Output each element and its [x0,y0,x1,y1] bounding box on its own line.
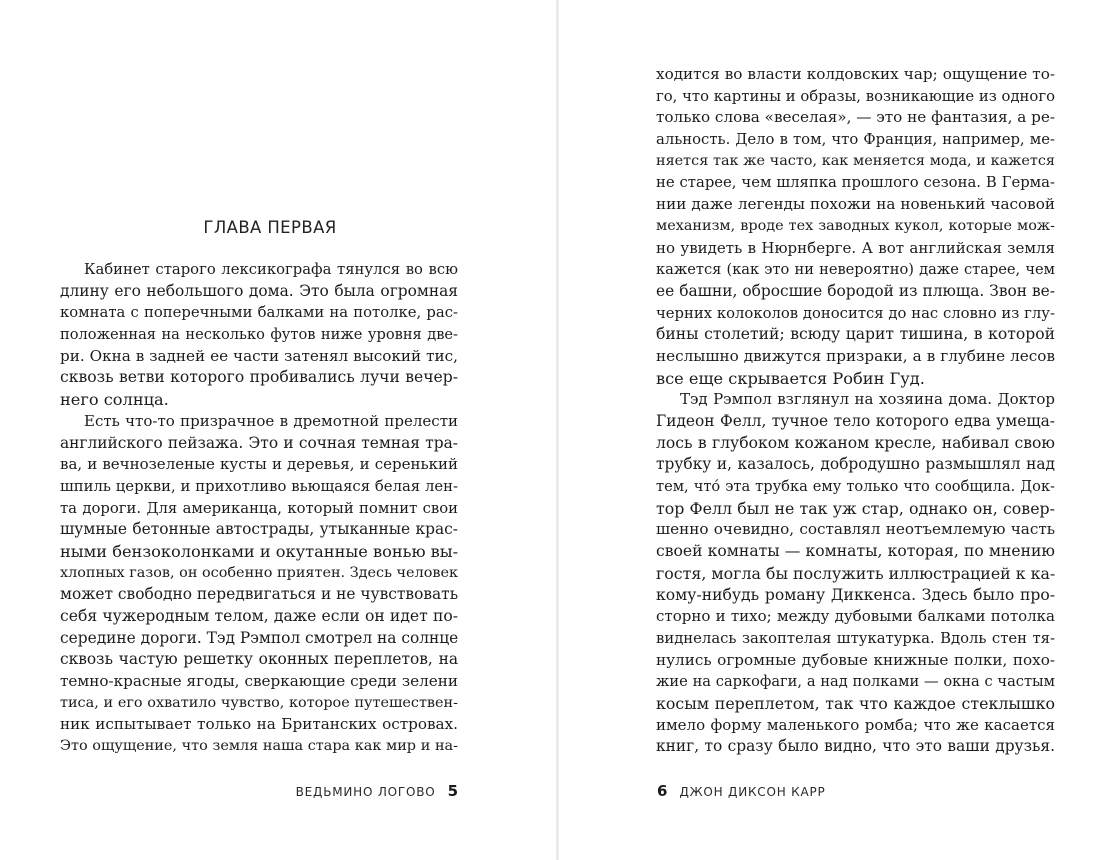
text-line: жие на саркофаги, а над полками — окна с частым [656,673,1055,691]
text-line: гостя, могла бы послужить иллюстрацией к ка- [656,563,1055,583]
right-page [559,0,1120,860]
text-line: нии даже легенды похожи на новенький часовой [656,195,1055,214]
text-line: длину его небольшого дома. Это была огромная [60,281,458,300]
right-running-footer [657,782,826,800]
chapter-title: ГЛАВА ПЕРВАЯ [203,218,337,237]
text-line: сквозь ветви которого пробивались лучи вечер- [60,368,458,387]
right-page-text [656,64,1055,758]
text-line: няется так же часто, как меняется мода, и кажется [656,152,1055,169]
text-line: кажется (как это ни невероятно) даже старее, чем [656,261,1055,279]
text-line: тем, что́ эта трубка ему только что сообщила. Док- [656,478,1055,496]
text-line: бины столетий; всюду царит тишина, в которой [656,325,1055,344]
text-line: не старее, чем шляпка прошлого сезона. В Герма- [656,174,1055,192]
text-line: тиса, и его охватило чувство, которое путешествен- [60,694,458,711]
text-line: книг, то сразу было видно, что это ваши друзья. [656,737,1055,756]
text-line: шумные бетонные автострады, утыканные крас- [60,520,458,539]
page-number: 6 [657,782,668,800]
text-line: себя чужеродным телом, даже если он идет по- [60,607,458,625]
left-running-footer [296,782,458,800]
text-line: нулись огромные дубовые книжные полки, похо- [656,650,1055,669]
author-name: ДЖОН ДИКСОН КАРР [679,785,826,799]
left-page-text [60,259,458,758]
text-line: Гидеон Фелл, тучное тело которого едва умеща- [656,412,1055,430]
text-line: Это ощущение, что земля наша стара как мир и на- [60,738,458,755]
text-line: Есть что-то призрачное в дремотной прелести [84,411,458,430]
text-line: может свободно передвигаться и не чувствовать [60,585,458,604]
text-line: трубку и, казалось, добродушно размышлял над [656,455,1055,474]
text-line: него солнца. [60,390,169,410]
text-line: Тэд Рэмпол взглянул на хозяина дома. Доктор [680,390,1055,409]
text-line: имело форму маленького ромба; что же касается [656,715,1055,734]
text-line: ходится во власти колдовских чар; ощущение то- [656,65,1055,83]
text-line: механизм, вроде тех заводных кукол, которые мож- [656,217,1055,234]
text-line: тор Фелл был не так уж стар, однако он, совер- [656,498,1055,518]
text-line: сквозь частую решетку оконных переплетов, на [60,650,458,669]
text-line: неслышно движутся призраки, а в глубине лесов [656,346,1055,365]
text-line: ее башни, обросшие бородой из плюща. Звон ве- [656,281,1055,300]
text-line: черних колоколов доносится до нас словно из глу- [656,304,1055,322]
text-line: Кабинет старого лексикографа тянулся во всю [84,261,458,278]
text-line: хлопных газов, он особенно приятен. Здесь человек [60,564,458,581]
text-line: виднелась закоптелая штукатурка. Вдоль стен тя- [656,629,1055,647]
text-line: английского пейзажа. Это и сочная темная тра- [60,433,458,452]
text-line: темно-красные ягоды, сверкающие среди зелени [60,672,458,691]
text-line: ными бензоколонками и окутанные вонью вы- [60,541,458,561]
text-line: альность. Дело в том, что Франция, например, ме- [656,131,1055,149]
text-line: только слова «веселая», — это не фантазия, а ре- [656,108,1055,127]
book-title: ВЕДЬМИНО ЛОГОВО [295,785,436,799]
text-line: кому-нибудь роману Диккенса. Здесь было про- [656,585,1055,604]
text-line: середине дороги. Тэд Рэмпол смотрел на солнце [60,628,458,647]
text-line: та дороги. Для американца, который помнит свои [60,499,458,517]
text-line: ва, и вечнозеленые кусты и деревья, и серенький [60,455,458,474]
text-line: комната с поперечными балками на потолке, рас- [60,304,458,322]
text-line: ник испытывает только на Британских островах. [60,715,458,734]
text-line: ри. Окна в задней ее части затенял высокий тис, [60,346,458,365]
text-line: положенная на несколько футов ниже уровня две- [60,326,458,344]
left-page [0,0,556,860]
text-line: косым переплетом, так что каждое стеклышко [656,693,1055,713]
text-line: шенно очевидно, составлял неотъемлемую часть [656,520,1055,539]
text-line: шпиль церкви, и прихотливо вьющаяся белая лен- [60,477,458,495]
text-line: лось в глубоком кожаном кресле, набивал свою [656,433,1055,452]
text-line: своей комнаты — комнаты, которая, по мнению [656,542,1055,561]
text-line: но увидеть в Нюрнберге. А вот английская земля [656,238,1055,257]
text-line: го, что картины и образы, возникающие из одного [656,87,1055,105]
page-number: 5 [447,782,458,800]
text-line: все еще скрывается Робин Гуд. [656,368,925,388]
text-line: сторно и тихо; между дубовыми балками потолка [656,607,1055,626]
